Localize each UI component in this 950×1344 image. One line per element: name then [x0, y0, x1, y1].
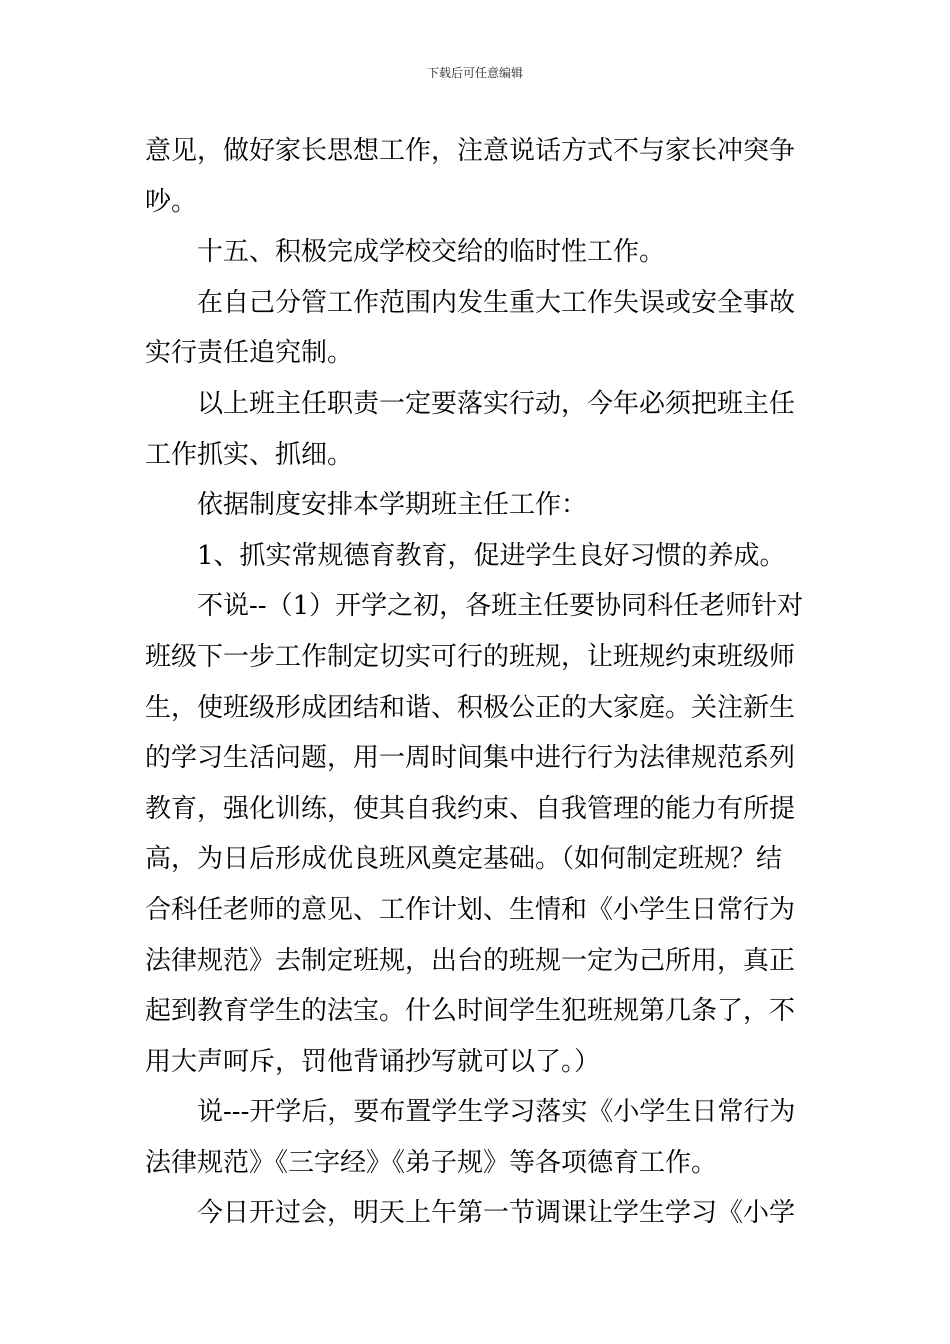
text-line: 法律规范》去制定班规，出台的班规一定为己所用，真正	[145, 945, 796, 976]
paragraph-line: 今日开过会，明天上午第一节调课让学生学习《小学	[197, 1198, 796, 1229]
text-line: 法律规范》《三字经》《弟子规》等各项德育工作。	[145, 1147, 718, 1178]
page-header-note: 下载后可任意编辑	[426, 66, 523, 80]
paragraph-line: 1、抓实常规德育教育，促进学生良好习惯的养成。	[197, 540, 786, 571]
text-line: 工作抓实、抓细。	[145, 439, 354, 470]
text-line: 教育，强化训练，使其自我约束、自我管理的能力有所提	[145, 793, 796, 824]
text-line: 起到教育学生的法宝。什么时间学生犯班规第几条了，不	[145, 996, 796, 1027]
text-line: 高，为日后形成优良班风奠定基础。（如何制定班规？结	[145, 844, 783, 875]
paragraph-line: 依据制度安排本学期班主任工作：	[197, 490, 588, 521]
paragraph-line: 十五、积极完成学校交给的临时性工作。	[197, 237, 666, 268]
paragraph-line: 在自己分管工作范围内发生重大工作失误或安全事故	[197, 287, 796, 318]
text-line: 的学习生活问题，用一周时间集中进行行为法律规范系列	[145, 743, 796, 774]
text-line: 班级下一步工作制定切实可行的班规，让班规约束班级师	[145, 641, 796, 672]
paragraph-line: 说---开学后，要布置学生学习落实《小学生日常行为	[197, 1097, 796, 1128]
text-line: 意见，做好家长思想工作，注意说话方式不与家长冲突争	[145, 136, 796, 166]
paragraph-line: 以上班主任职责一定要落实行动，今年必须把班主任	[197, 388, 796, 419]
text-line: 用大声呵斥，罚他背诵抄写就可以了。）	[145, 1046, 601, 1077]
text-line: 生，使班级形成团结和谐、积极公正的大家庭。关注新生	[145, 692, 796, 723]
document-body	[145, 126, 810, 1239]
text-line: 合科任老师的意见、工作计划、生情和《小学生日常行为	[145, 894, 796, 925]
paragraph-line: 不说--（1）开学之初，各班主任要协同科任老师针对	[197, 591, 804, 622]
text-line: 吵。	[145, 186, 198, 217]
text-line: 实行责任追究制。	[145, 338, 354, 369]
